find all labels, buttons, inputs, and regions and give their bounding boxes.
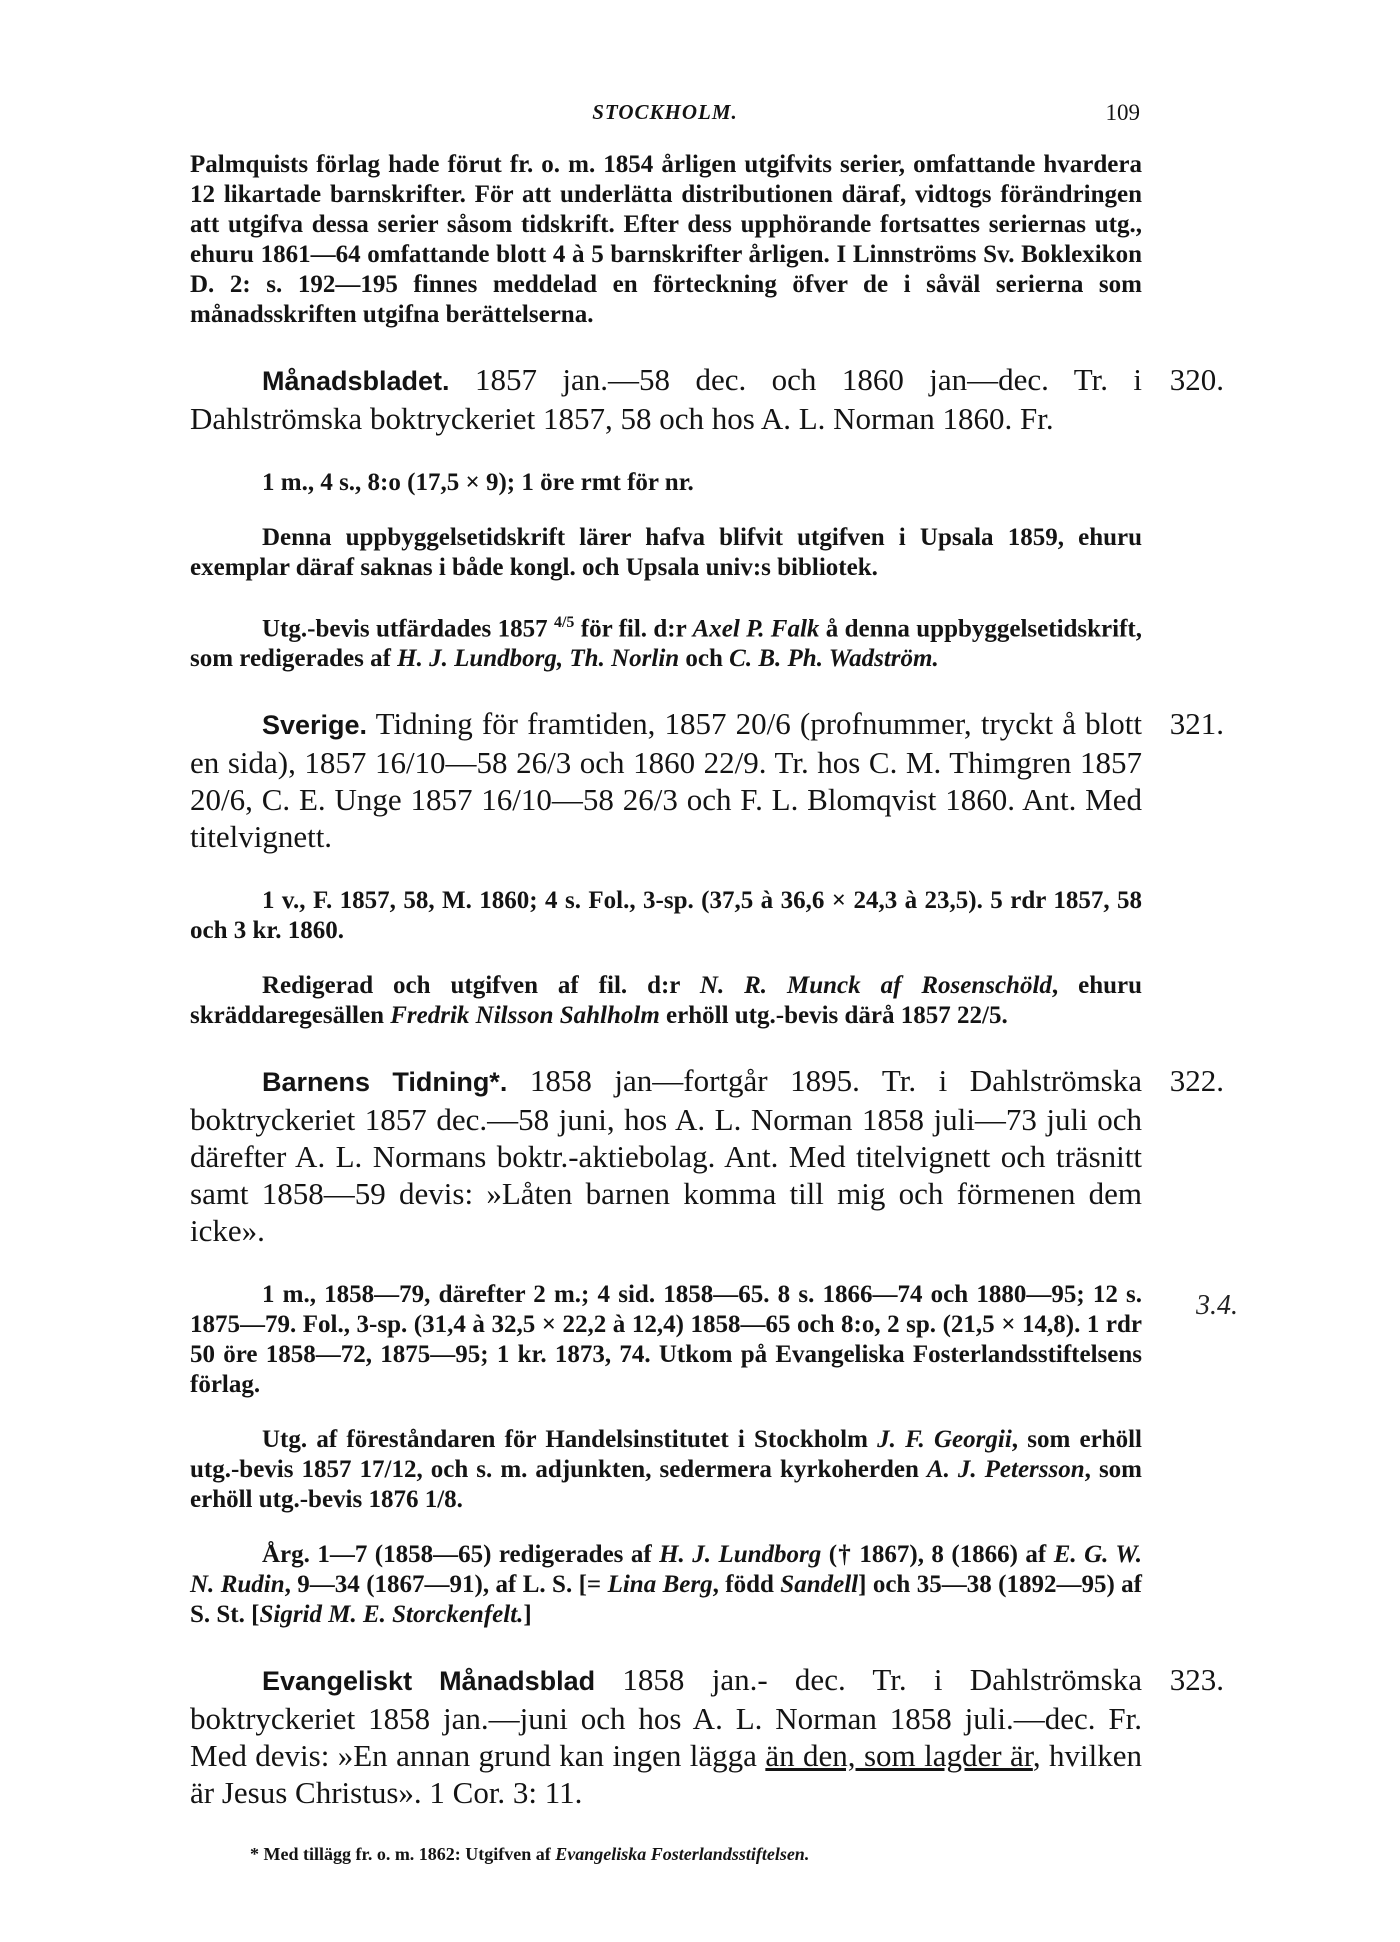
- text-run: ] och 35—38 (1892—95) af S. St. [: [190, 1571, 1142, 1629]
- entry-320: [190, 361, 1224, 674]
- entry-headword: Evangeliskt Månadsblad: [262, 1666, 596, 1697]
- entry-title: [190, 705, 1142, 855]
- entry-number: 321.: [1169, 706, 1224, 742]
- entry-note: [190, 1540, 1142, 1630]
- text-run: , ehuru skräddaregesällen: [190, 972, 1142, 1030]
- entry-headword: Barnens Tidning*.: [262, 1067, 508, 1098]
- text-run: ]: [523, 1601, 532, 1629]
- text-run: († 1867), 8 (1866) af: [821, 1541, 1054, 1569]
- person-name: Lina Berg: [607, 1571, 713, 1599]
- italic-text: Evangeliska Fosterlandsstiftelsen.: [555, 1844, 810, 1865]
- entry-title: [190, 1661, 1142, 1811]
- page-number: 109: [1105, 100, 1140, 125]
- entry-number: 320.: [1169, 362, 1224, 397]
- entry-note: [190, 1425, 1142, 1515]
- entry-323: [190, 1661, 1224, 1811]
- entry-note: [190, 971, 1142, 1031]
- person-name: Fredrik Nilsson Sahlholm: [390, 1002, 660, 1030]
- entry-title-text: 1858 jan.- dec. Tr. i Dahlströmska boktryckeriet 1858 jan.—juni och hos A. L. Norman 1858 juli.—dec. Fr. Med devis: »En annan grund kan ingen lägga: [190, 1662, 1142, 1774]
- text-run: Årg. 1—7 (1858—65) redigerades af: [262, 1541, 660, 1569]
- running-title: STOCKHOLM.: [592, 100, 738, 124]
- text-run: å denna uppbyggelsetidskrift, som redigerades af: [190, 615, 1142, 673]
- underlined-text: än den, som lagder är: [765, 1738, 1033, 1774]
- person-name: J. F. Georgii: [877, 1426, 1012, 1454]
- person-name: H. J. Lundborg: [659, 1541, 822, 1569]
- text-run: * Med tillägg fr. o. m. 1862: Utgifven af: [250, 1844, 556, 1865]
- person-name: A. J. Petersson: [926, 1456, 1085, 1484]
- entry-headword: Månadsbladet.: [262, 366, 450, 396]
- entry-note: Denna uppbyggelsetidskrift lärer hafva blifvit utgifven i Upsala 1859, ehuru exemplar däraf saknas i både kongl. och Upsala univ:s bibliotek.: [190, 524, 1142, 581]
- person-name: E. G. W. N. Rudin: [190, 1541, 1142, 1599]
- entry-title-text: 1858 jan—fortgår 1895. Tr. i Dahlströmska boktryckeriet 1857 dec.—58 juni, hos A. L. Norman 1858 juli—73 juli och därefter A. L. Normans boktr.-aktiebolag. Ant. Med titelvignett och träsnitt samt 1858—59 devis: »Låten barnen komma till mig och förmenen dem icke».: [190, 1063, 1143, 1249]
- text-run: Utg.-bevis utfärdades 1857: [262, 615, 554, 643]
- text-run: , som erhöll utg.-bevis 1876 1/8.: [190, 1456, 1142, 1514]
- text-run: , född: [712, 1571, 781, 1599]
- handwritten-margin-note: 3.4.: [1196, 1290, 1238, 1321]
- entry-title: [190, 361, 1142, 437]
- person-name: Sigrid M. E. Storckenfelt.: [259, 1601, 524, 1629]
- text-run: och: [679, 645, 730, 673]
- entry-title: [190, 1062, 1142, 1249]
- entry-format: 1 m., 4 s., 8:o (17,5 × 9); 1 öre rmt för nr.: [262, 469, 694, 496]
- text-run: Utg. af föreståndaren för Handelsinstitutet i Stockholm: [262, 1426, 878, 1454]
- person-name: N. R. Munck af Rosenschöld: [699, 972, 1052, 1000]
- entry-note: [190, 608, 1142, 674]
- fraction: 4/5: [553, 614, 575, 631]
- entry-title-text: Tidning för framtiden, 1857 20/6 (profnummer, tryckt å blott en sida), 1857 16/10—58 26/3 och 1860 22/9. Tr. hos C. M. Thimgren 1857 20/6, C. E. Unge 1857 16/10—58 26/3 och F. L. Blomqvist 1860. Ant. Med titelvignett.: [190, 706, 1142, 855]
- footnote: [190, 1842, 1142, 1866]
- entry-title-text: , hvilken är Jesus Christus». 1 Cor. 3: 11.: [190, 1738, 1142, 1811]
- text-run: Redigerad och utgifven af fil. d:r: [262, 972, 700, 1000]
- entry-format: 1 v., F. 1857, 58, M. 1860; 4 s. Fol., 3-sp. (37,5 à 36,6 × 24,3 à 23,5). 5 rdr 1857, 58 och 3 kr. 1860.: [190, 887, 1142, 945]
- text-run: erhöll utg.-bevis därå 1857 22/5.: [659, 1002, 1008, 1030]
- entry-number: 323.: [1169, 1662, 1224, 1698]
- person-name: H. J. Lundborg, Th. Norlin: [397, 645, 680, 673]
- entry-321: [190, 705, 1224, 1031]
- person-name: C. B. Ph. Wadström.: [729, 645, 939, 673]
- person-name: Axel P. Falk: [692, 615, 820, 643]
- text-run: för fil. d:r: [574, 615, 693, 643]
- person-name: Sandell: [780, 1571, 859, 1599]
- entry-headword: Sverige.: [262, 710, 368, 741]
- entry-title-text: 1857 jan.—58 dec. och 1860 jan—dec. Tr. i Dahlströmska boktryckeriet 1857, 58 och hos A. L. Norman 1860. Fr.: [190, 362, 1142, 436]
- running-header: [190, 100, 1140, 130]
- intro-paragraph: Palmquists förlag hade förut fr. o. m. 1854 årligen utgifvits serier, omfattande hvardera 12 likartade barnskrifter. För att underlätta distributionen däraf, vidtogs förändringen att utgifva dessa serier såsom tidskrift. Efter dess upphörande fortsattes seriernas utg., ehuru 1861—64 omfattande blott 4 à 5 barnskrifter årligen. I Linnströms Sv. Boklexikon D. 2: s. 192—195 finnes meddelad en förteckning öfver de i såväl serierna som månadsskriften utgifna berättelserna.: [190, 151, 1142, 328]
- main-column: [190, 150, 1224, 1884]
- text-run: , 9—34 (1867—91), af L. S. [=: [284, 1571, 608, 1599]
- entry-322: [190, 1062, 1224, 1630]
- entry-number: 322.: [1169, 1063, 1224, 1099]
- entry-format: 1 m., 1858—79, därefter 2 m.; 4 sid. 1858—65. 8 s. 1866—74 och 1880—95; 12 s. 1875—79. Fol., 3-sp. (31,4 à 32,5 × 22,2 à 12,4) 1858—65 och 8:o, 2 sp. (21,5 × 14,8). 1 rdr 50 öre 1858—72, 1875—95; 1 kr. 1873, 74. Utkom på Evangeliska Fosterlandsstiftelsens förlag.: [190, 1281, 1142, 1399]
- text-run: , som erhöll utg.-bevis 1857 17/12, och s. m. adjunkten, sedermera kyrkoherden: [190, 1426, 1142, 1484]
